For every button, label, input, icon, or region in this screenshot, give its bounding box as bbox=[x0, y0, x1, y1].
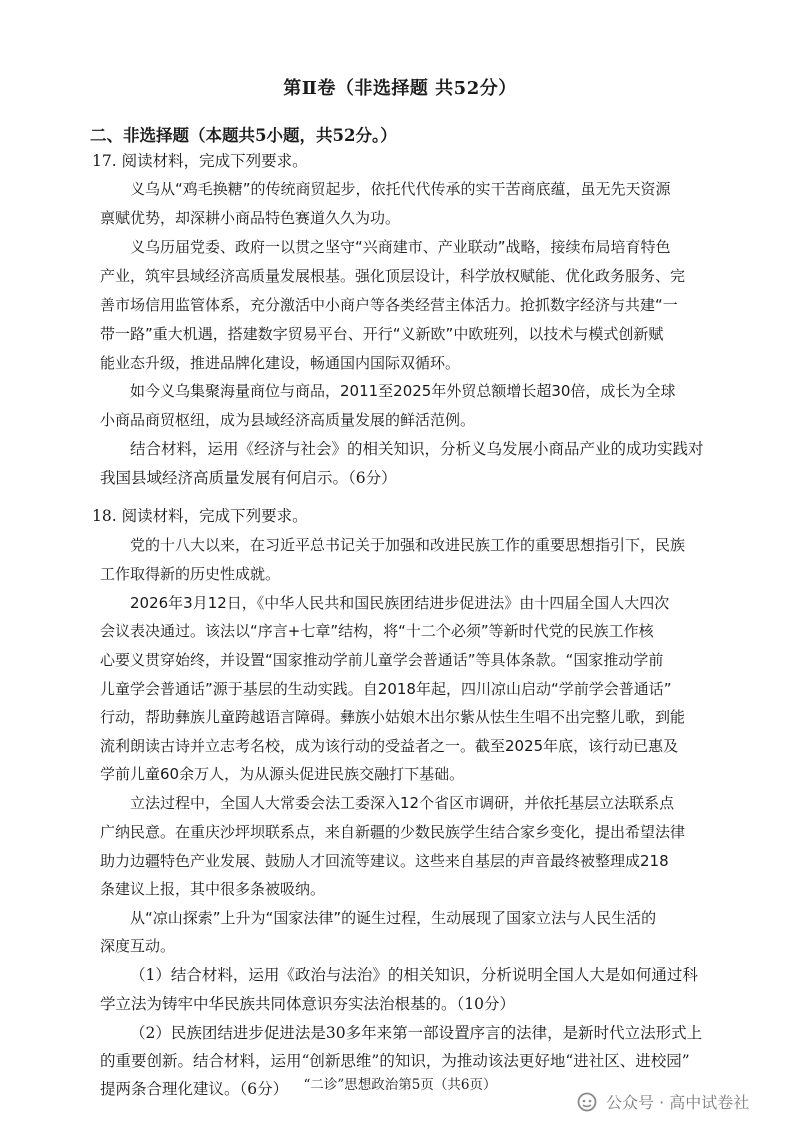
q17-prompt-line: 结合材料，运用《经济与社会》的相关知识，分析义乌发展小商品产业的成功实践对 bbox=[130, 440, 704, 458]
q18-material-line: 条建议上报，其中很多条被吸纳。 bbox=[100, 880, 326, 898]
q18-subquestion-line: 学立法为铸牢中华民族共同体意识夯实法治根基的。（10分） bbox=[100, 995, 515, 1013]
q17-material-line: 小商品商贸枢纽，成为县域经济高质量发展的鲜活范例。 bbox=[100, 411, 476, 429]
q17-material-line: 禀赋优势，却深耕小商品特色赛道久久为功。 bbox=[100, 209, 401, 227]
section-heading: 二、非选择题（本题共5小题，共52分。） bbox=[90, 126, 397, 145]
q18-material-line: 广纳民意。在重庆沙坪坝联系点，来自新疆的少数民族学生结合家乡变化，提出希望法律 bbox=[100, 823, 686, 841]
q18-material-line: 从“凉山探索”上升为“国家法律”的诞生过程，生动展现了国家立法与人民生活的 bbox=[130, 909, 657, 927]
q17-material-line: 产业，筑牢县域经济高质量发展根基。强化顶层设计，科学放权赋能、优化政务服务、完 bbox=[100, 267, 686, 285]
watermark bbox=[575, 1090, 749, 1113]
q18-material-line: 会议表决通过。该法以“序言+七章”结构，将“十二个必须”等新时代党的民族工作核 bbox=[100, 622, 654, 640]
q17-prompt-line: 我国县域经济高质量发展有何启示。（6分） bbox=[100, 469, 397, 487]
q18-material-line: 心要义贯穿始终，并设置“国家推动学前儿童学会普通话”等具体条款。“国家推动学前 bbox=[100, 651, 664, 669]
q17-material-line: 善市场信用监管体系，充分激活中小商户等各类经营主体活力。抢抓数字经济与共建“一 bbox=[100, 296, 678, 314]
q17-material-line: 能业态升级，推进品牌化建设，畅通国内国际双循环。 bbox=[100, 354, 461, 372]
question-18-intro: 18. 阅读材料，完成下列要求。 bbox=[92, 507, 308, 525]
q18-subquestion-line: 的重要创新。结合材料，运用“创新思维”的知识，为推动该法更好地“进社区、进校园” bbox=[100, 1052, 690, 1070]
q18-subquestion-line: 提两条合理化建议。（6分） bbox=[100, 1080, 289, 1098]
q18-subquestion-line: （1）结合材料，运用《政治与法治》的相关知识，分析说明全国人大是如何通过科 bbox=[130, 966, 698, 984]
q18-material-line: 学前儿童60余万人，为从源头促进民族交融打下基础。 bbox=[100, 765, 465, 783]
q17-material-line: 如今义乌集聚海量商位与商品，2011至2025年外贸总额增长超30倍，成长为全球 bbox=[130, 382, 676, 400]
q18-material-line: 工作取得新的历史性成就。 bbox=[100, 565, 281, 583]
q18-material-line: 流利朗读古诗并立志考名校，成为该行动的受益者之一。截至2025年底，该行动已惠及 bbox=[100, 737, 679, 755]
question-17-intro: 17. 阅读材料，完成下列要求。 bbox=[92, 152, 308, 170]
q18-material-line: 深度互动。 bbox=[100, 937, 176, 955]
paper-section-title: 第Ⅱ卷（非选择题 共52分） bbox=[283, 78, 517, 99]
q17-material-line: 带一路”重大机遇，搭建数字贸易平台、开行“义新欧”中欧班列，以技术与模式创新赋 bbox=[100, 325, 664, 343]
q17-material-line: 义乌历届党委、政府一以贯之坚守“兴商建市、产业联动”战略，接续布局培育特色 bbox=[130, 238, 671, 256]
q18-material-line: 党的十八大以来，在习近平总书记关于加强和改进民族工作的重要思想指引下，民族 bbox=[130, 536, 686, 554]
page-footer: “二诊”思想政治第5页（共6页） bbox=[303, 1077, 497, 1093]
q18-material-line: 行动，帮助彝族儿童跨越语言障碍。彝族小姑娘木出尔紫从怯生生唱不出完整儿歌，到能 bbox=[100, 708, 686, 726]
q17-material-line: 义乌从“鸡毛换糖”的传统商贸起步，依托代代传承的实干苦商底蕴，虽无先天资源 bbox=[130, 180, 671, 198]
q18-material-line: 儿童学会普通话”源于基层的生动实践。自2018年起，四川凉山启动“学前学会普通话” bbox=[100, 680, 672, 698]
wechat-official-account-icon bbox=[575, 1092, 599, 1112]
watermark-text: 公众号 · 高中试卷社 bbox=[606, 1093, 750, 1112]
q18-subquestion-line: （2）民族团结进步促进法是30多年来第一部设置序言的法律，是新时代立法形式上 bbox=[130, 1024, 703, 1042]
q18-material-line: 立法过程中，全国人大常委会法工委深入12个省区市调研，并依托基层立法联系点 bbox=[130, 794, 675, 812]
q18-material-line: 2026年3月12日，《中华人民共和国民族团结进步促进法》由十四届全国人大四次 bbox=[130, 594, 670, 612]
q18-material-line: 助力边疆特色产业发展、鼓励人才回流等建议。这些来自基层的声音最终被整理成218 bbox=[100, 852, 669, 870]
